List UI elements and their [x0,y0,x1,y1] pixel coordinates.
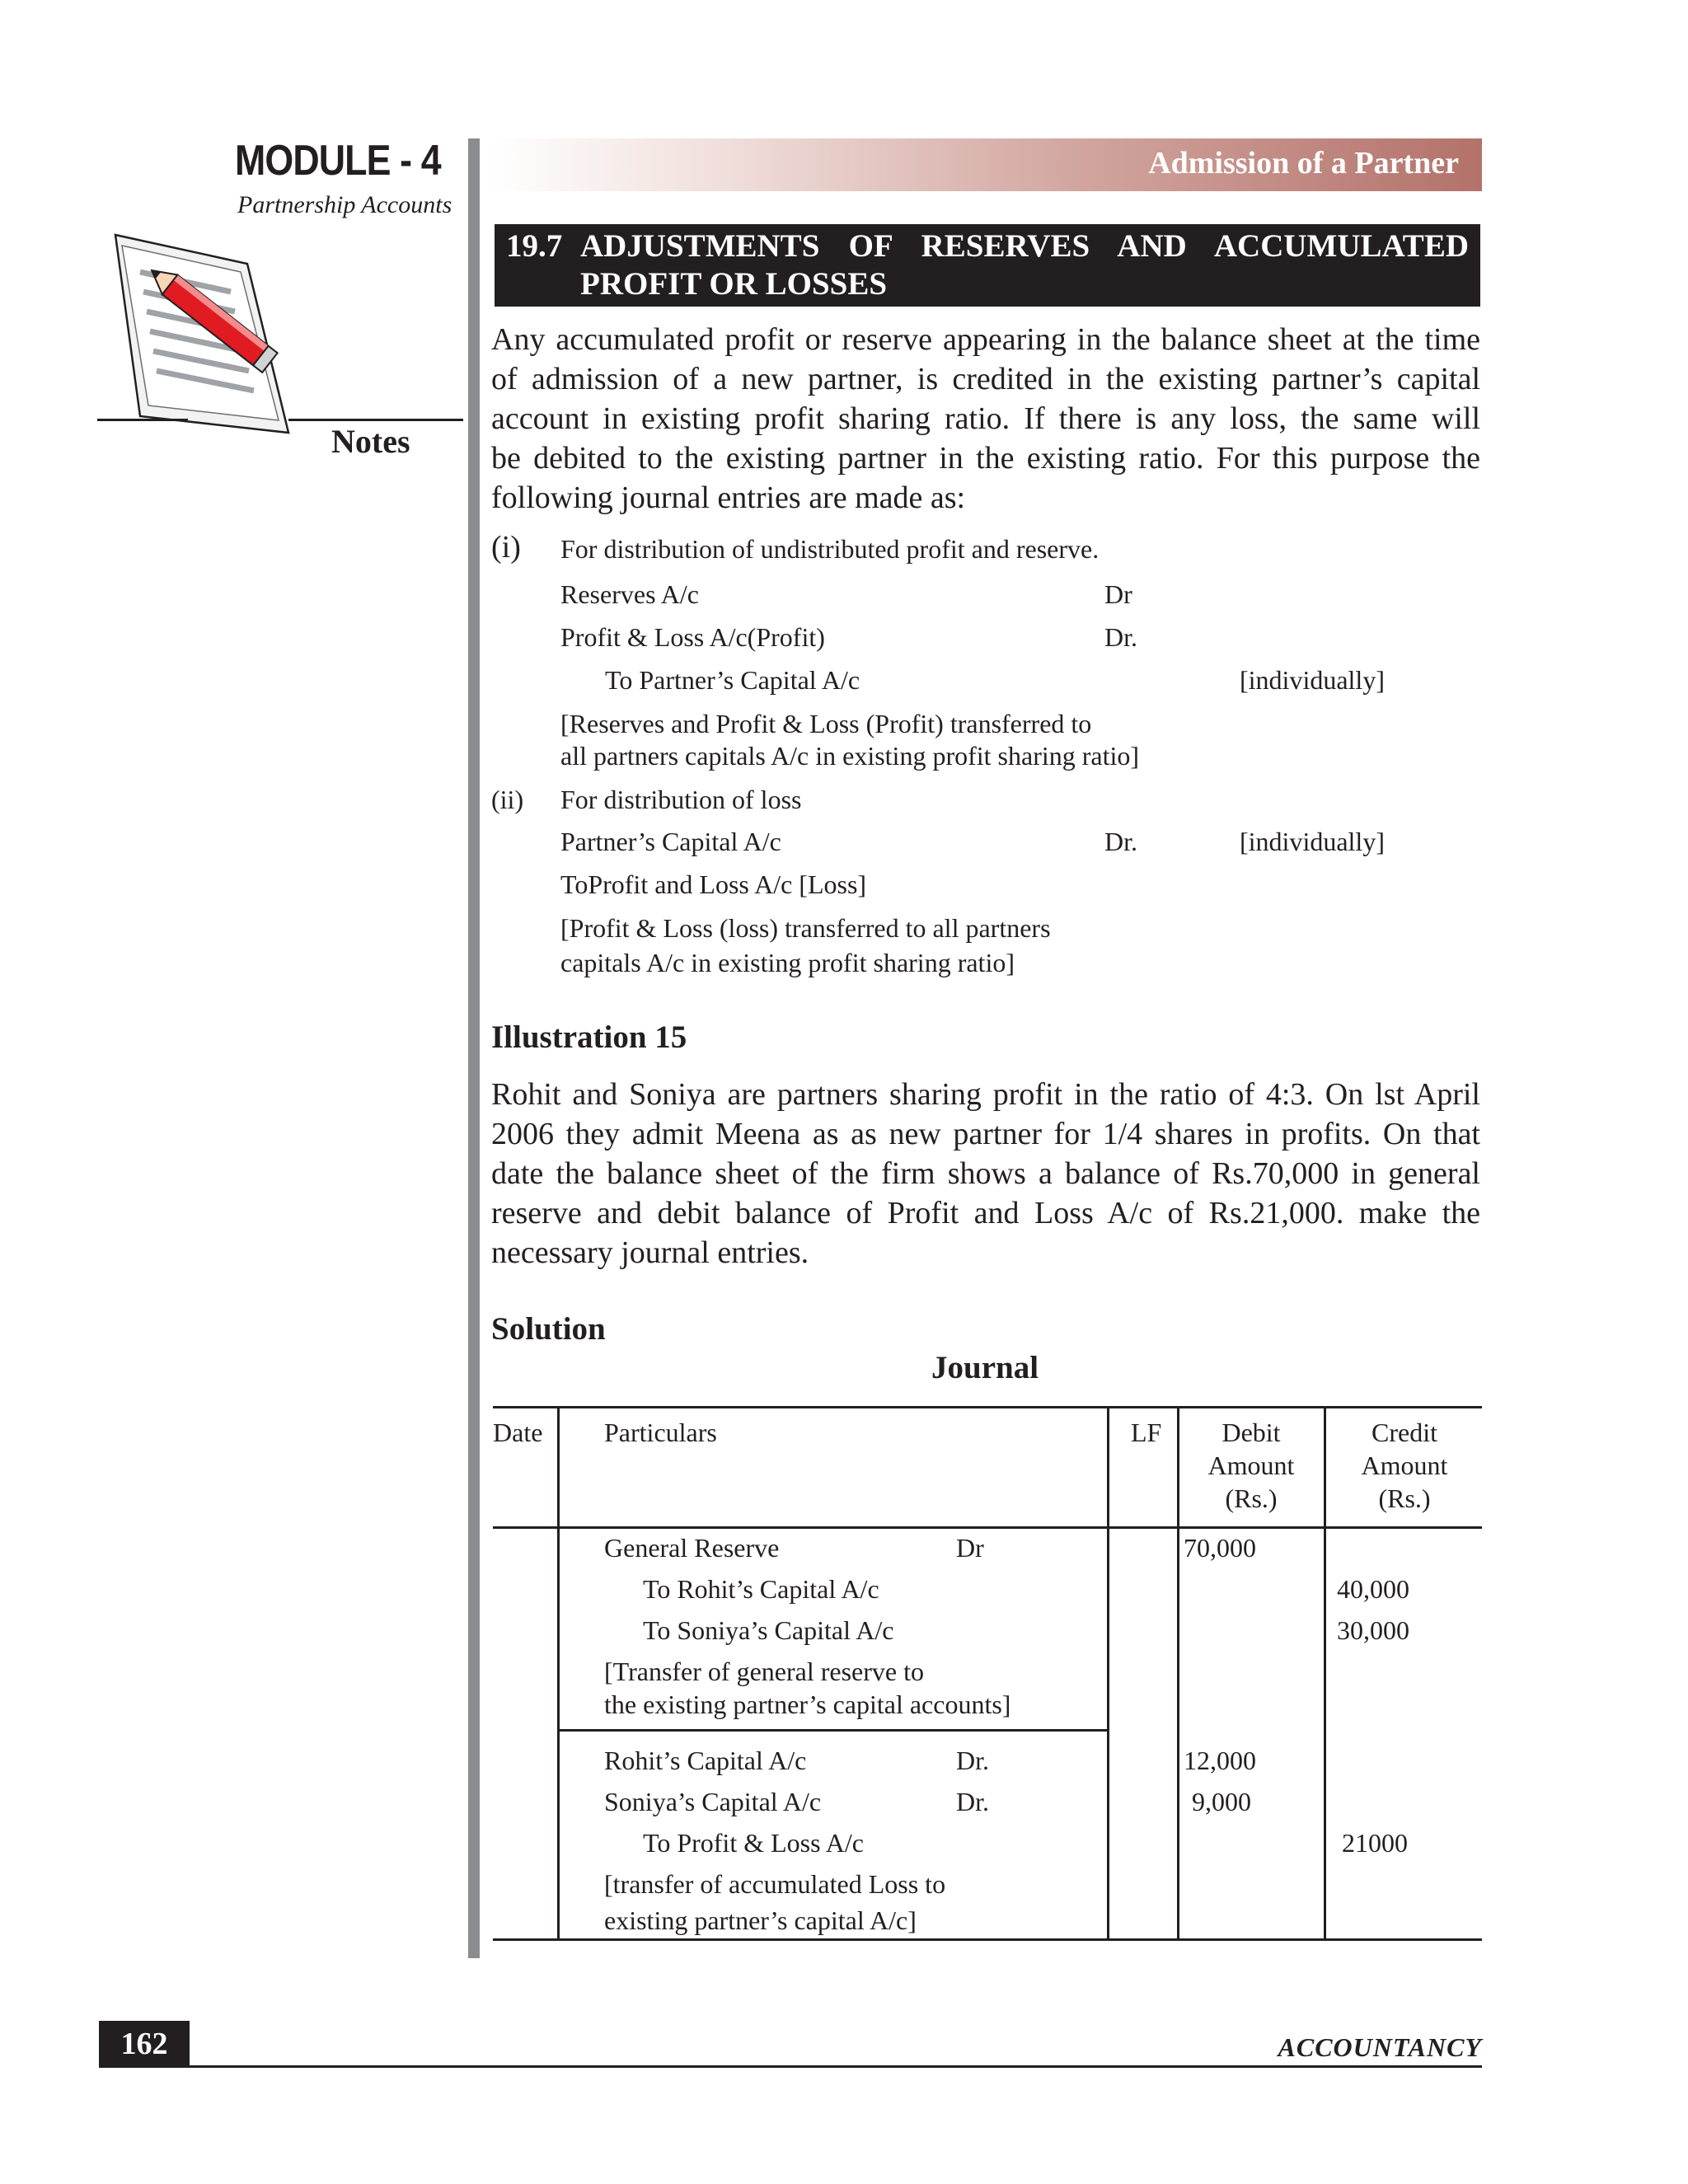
entry-i-marker: (i) [491,530,521,565]
journal-to-account: To Rohit’s Capital A/c [643,1574,879,1604]
intro-line: of admission of a new partner, is credited in the existing partner’s capital [491,362,1480,396]
illustration-line: reserve and debit balance of Profit and Loss A/c of Rs.21,000. make the [491,1196,1480,1230]
entry-i-account: Profit & Loss A/c(Profit) [560,622,825,652]
intro-paragraph [491,320,1480,518]
entry-i-narration: all partners capitals A/c in existing profit sharing ratio] [560,741,1140,771]
entry-ii-account: Partner’s Capital A/c [560,827,781,856]
journal-debit-amount: 70,000 [1184,1533,1256,1563]
entry-ii-to-account: ToProfit and Loss A/c [Loss] [560,869,867,899]
journal-account: Rohit’s Capital A/c [604,1746,807,1775]
entry-ii-narration: [Profit & Loss (loss) transferred to all partners [560,913,1051,943]
entry-i-note: [individually] [1240,665,1385,695]
section-title-line2: PROFIT OR LOSSES [580,266,888,302]
journal-narration: [Transfer of general reserve to [604,1657,924,1686]
illustration-line: 2006 they admit Meena as as new partner for 1/4 shares in profits. On that [491,1117,1480,1151]
table-col-divider [1177,1406,1179,1941]
entry-ii-marker: (ii) [491,785,524,814]
table-col-divider [557,1406,560,1941]
col-header-debit: (Rs.) [1225,1483,1278,1513]
notes-label: Notes [331,423,410,460]
table-header-rule [493,1526,1482,1529]
col-header-particulars: Particulars [604,1418,717,1447]
journal-to-account: To Soniya’s Capital A/c [643,1615,894,1645]
journal-to-account: To Profit & Loss A/c [643,1828,864,1858]
intro-line: be debited to the existing partner in the existing ratio. For this purpose the [491,441,1480,476]
journal-narration: the existing partner’s capital accounts] [604,1690,1011,1719]
entry-i-heading: For distribution of undistributed profit and reserve. [560,534,1100,564]
section-number: 19.7 [506,228,563,264]
journal-credit-amount: 21000 [1342,1828,1408,1858]
illustration-line: necessary journal entries. [491,1235,809,1270]
journal-credit-amount: 40,000 [1337,1574,1409,1604]
journal-account: General Reserve [604,1533,780,1563]
notes-pencil-icon [91,223,330,462]
entry-ii-narration: capitals A/c in existing profit sharing ratio] [560,948,1015,977]
section-title-line1: ADJUSTMENTS OF RESERVES AND ACCUMULATED [580,228,1469,264]
entry-i-narration: [Reserves and Profit & Loss (Profit) transferred to [560,709,1092,738]
chapter-title: Admission of a Partner [1148,146,1459,180]
col-header-credit: Credit [1372,1418,1437,1447]
notes-rule-left [97,419,188,421]
entry-i-account: Reserves A/c [560,579,699,609]
journal-dr: Dr [956,1533,984,1563]
footer-subject: ACCOUNTANCY [1278,2032,1482,2062]
intro-line: Any accumulated profit or reserve appearing in the balance sheet at the time [491,322,1480,357]
entry-ii-dr: Dr. [1104,827,1137,856]
margin-divider-bar [468,138,480,1958]
illustration-title: Illustration 15 [491,1019,687,1055]
entry-ii-note: [individually] [1240,827,1385,856]
page-number: 162 [99,2021,190,2067]
solution-title: Solution [491,1311,606,1347]
journal-narration: existing partner’s capital A/c] [604,1905,917,1935]
journal-narration: [transfer of accumulated Loss to [604,1869,946,1899]
journal-credit-amount: 30,000 [1337,1615,1409,1645]
notes-rule-right [288,419,463,421]
col-header-lf: LF [1131,1418,1162,1447]
entry-ii-heading: For distribution of loss [560,785,802,814]
illustration-line: Rohit and Soniya are partners sharing profit in the ratio of 4:3. On lst April [491,1077,1480,1112]
journal-dr: Dr. [956,1746,989,1775]
journal-dr: Dr. [956,1787,989,1816]
table-col-divider [1107,1406,1109,1941]
col-header-credit: (Rs.) [1378,1483,1431,1513]
entry-i-dr: Dr [1104,579,1132,609]
col-header-debit: Amount [1207,1451,1295,1480]
illustration-line: date the balance sheet of the firm shows a balance of Rs.70,000 in general [491,1156,1480,1191]
journal-debit-amount: 12,000 [1184,1746,1256,1775]
journal-title: Journal [931,1350,1039,1385]
footer-rule [99,2065,1482,2068]
col-header-debit: Debit [1221,1418,1281,1447]
chapter-header-banner [491,138,1482,191]
illustration-paragraph [491,1075,1480,1272]
intro-line: following journal entries are made as: [491,480,966,515]
col-header-credit: Amount [1361,1451,1448,1480]
col-header-date: Date [493,1418,543,1447]
module-subtitle: Partnership Accounts [237,191,452,218]
intro-line: account in existing profit sharing ratio. If there is any loss, the same will [491,401,1480,436]
table-bottom-rule [493,1938,1482,1941]
journal-debit-amount: 9,000 [1192,1787,1251,1816]
table-col-divider [1324,1406,1326,1941]
section-heading [495,224,1480,307]
entry-i-to-account: To Partner’s Capital A/c [605,665,860,695]
table-top-rule [493,1406,1482,1408]
journal-account: Soniya’s Capital A/c [604,1787,822,1816]
module-title: MODULE - 4 [235,137,441,185]
entry-i-dr: Dr. [1104,622,1137,652]
table-entry-separator [557,1729,1108,1732]
